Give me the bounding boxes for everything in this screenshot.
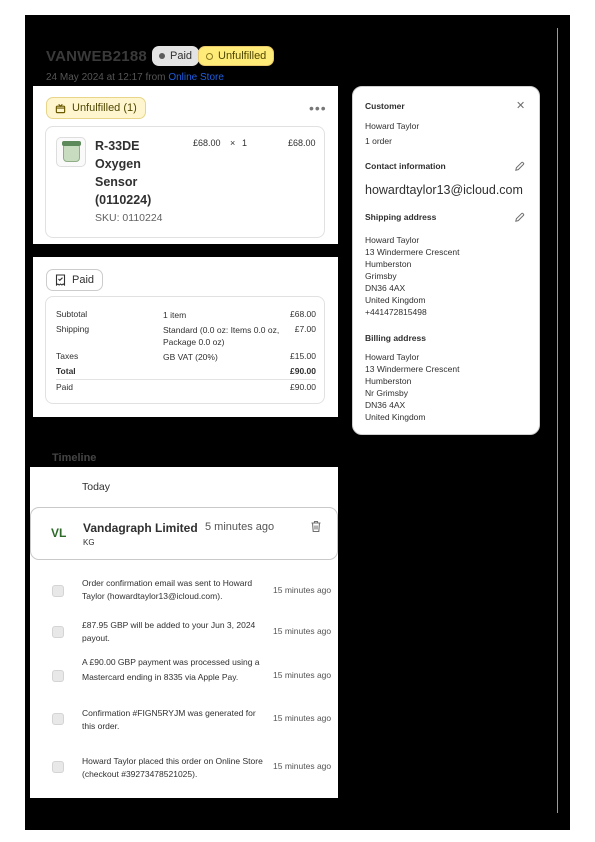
timeline-day-label: Today [82, 481, 111, 493]
pencil-icon[interactable] [514, 212, 525, 223]
trash-icon[interactable] [310, 520, 322, 533]
timeline-event-text: Confirmation #FIGN5RYJM was generated for this order. [82, 708, 256, 731]
timeline-event-text: A £90.00 GBP payment was processed using a Mastercard ending in 8335 via Apple Pay. [82, 657, 260, 682]
unit-price: £68.00 [193, 138, 221, 148]
unfulfilled-chip-label: Unfulfilled (1) [72, 102, 137, 114]
billing-line: 13 Windermere Crescent [365, 364, 460, 374]
order-date [46, 72, 224, 83]
order-id: VANWEB2188 [46, 48, 147, 65]
row-label: Subtotal [56, 309, 88, 319]
unfulfilled-chip [46, 97, 146, 119]
row-amount: £90.00 [290, 366, 316, 376]
timeline-comment [30, 507, 338, 560]
package-icon [55, 103, 66, 114]
pencil-icon[interactable] [514, 161, 525, 172]
timeline-title: Timeline [52, 452, 97, 464]
billing-line: Howard Taylor [365, 352, 420, 362]
payment-card [33, 257, 338, 417]
status-ring-icon [206, 53, 213, 60]
sales-channel-link[interactable]: Online Store [168, 72, 224, 83]
shipping-line: Howard Taylor [365, 235, 420, 245]
payment-status-badge [152, 46, 199, 66]
timeline-event-time: 15 minutes ago [273, 585, 332, 595]
fulfillment-status-label: Unfulfilled [218, 50, 267, 62]
shipping-line: Humberston [365, 259, 412, 269]
timeline-event-text: Howard Taylor placed this order on Online Store (checkout #39273478521025). [82, 756, 263, 779]
timeline-event-time: 15 minutes ago [273, 761, 332, 771]
customer-title: Customer [365, 101, 405, 111]
billing-line: Nr Grimsby [365, 388, 408, 398]
row-label: Taxes [56, 351, 79, 361]
status-dot-icon [159, 53, 165, 59]
comment-time: 5 minutes ago [205, 521, 275, 533]
paid-chip-label: Paid [72, 274, 95, 286]
multiply-sign: × [230, 138, 236, 148]
receipt-icon [55, 274, 66, 286]
shipping-line: United Kingdom [365, 295, 426, 305]
timeline-event-text: £87.95 GBP will be added to your Jun 3, 2024 payout. [82, 620, 256, 643]
payment-summary [45, 296, 325, 404]
comment-body: KG [83, 538, 95, 547]
close-icon[interactable]: ✕ [516, 100, 526, 112]
row-detail: Standard (0.0 oz: Items 0.0 oz, Package 0.0 oz) [163, 325, 280, 347]
order-date-text: 24 May 2024 at 12:17 from [46, 72, 166, 83]
timeline-event-text: Order confirmation email was sent to Howard Taylor (howardtaylor13@icloud.com). [82, 578, 253, 601]
avatar: VL [51, 526, 67, 540]
row-amount: £15.00 [290, 351, 316, 361]
billing-address-title: Billing address [365, 333, 426, 343]
shipping-line: Grimsby [365, 271, 397, 281]
billing-line: DN36 4AX [365, 400, 406, 410]
timeline-event-time: 15 minutes ago [273, 626, 332, 636]
shipping-line: 13 Windermere Crescent [365, 247, 460, 257]
comment-author: Vandagraph Limited [83, 521, 198, 535]
customer-email[interactable]: howardtaylor13@icloud.com [365, 183, 523, 197]
row-label: Paid [56, 382, 74, 392]
line-item [45, 126, 325, 238]
event-dot-icon [52, 626, 64, 638]
more-actions-button[interactable]: ••• [309, 100, 327, 116]
fulfillment-status-badge [198, 46, 274, 66]
shipping-line: DN36 4AX [365, 283, 406, 293]
timeline-event-time: 15 minutes ago [273, 670, 332, 680]
row-label: Total [56, 366, 76, 376]
row-amount: £7.00 [294, 324, 316, 334]
scrollbar-track[interactable] [557, 28, 558, 813]
event-dot-icon [52, 670, 64, 682]
row-amount: £68.00 [290, 309, 316, 319]
event-dot-icon [52, 713, 64, 725]
row-label: Shipping [56, 324, 90, 334]
billing-line: United Kingdom [365, 412, 426, 422]
product-sku: SKU: 0110224 [95, 212, 163, 224]
billing-line: Humberston [365, 376, 412, 386]
customer-order-count[interactable]: 1 order [365, 136, 392, 146]
row-detail: GB VAT (20%) [163, 352, 218, 362]
timeline-card [30, 467, 338, 798]
product-name-link[interactable]: R-33DE Oxygen Sensor (0110224) [95, 139, 152, 207]
lid-shape [62, 141, 81, 146]
shipping-phone: +441472815498 [365, 307, 427, 317]
event-dot-icon [52, 761, 64, 773]
shipping-address-title: Shipping address [365, 212, 437, 222]
timeline-event-time: 15 minutes ago [273, 713, 332, 723]
quantity: 1 [242, 138, 248, 148]
row-amount: £90.00 [290, 382, 316, 392]
divider [56, 379, 316, 380]
payment-status-label: Paid [170, 50, 193, 62]
customer-name-link[interactable]: Howard Taylor [365, 121, 420, 131]
product-thumbnail[interactable] [56, 137, 86, 167]
customer-card [352, 86, 540, 435]
paid-chip [46, 269, 103, 291]
contact-info-title: Contact information [365, 161, 446, 171]
line-total: £68.00 [288, 138, 316, 148]
row-detail: 1 item [163, 310, 187, 320]
event-dot-icon [52, 585, 64, 597]
fulfillment-card [33, 86, 338, 244]
